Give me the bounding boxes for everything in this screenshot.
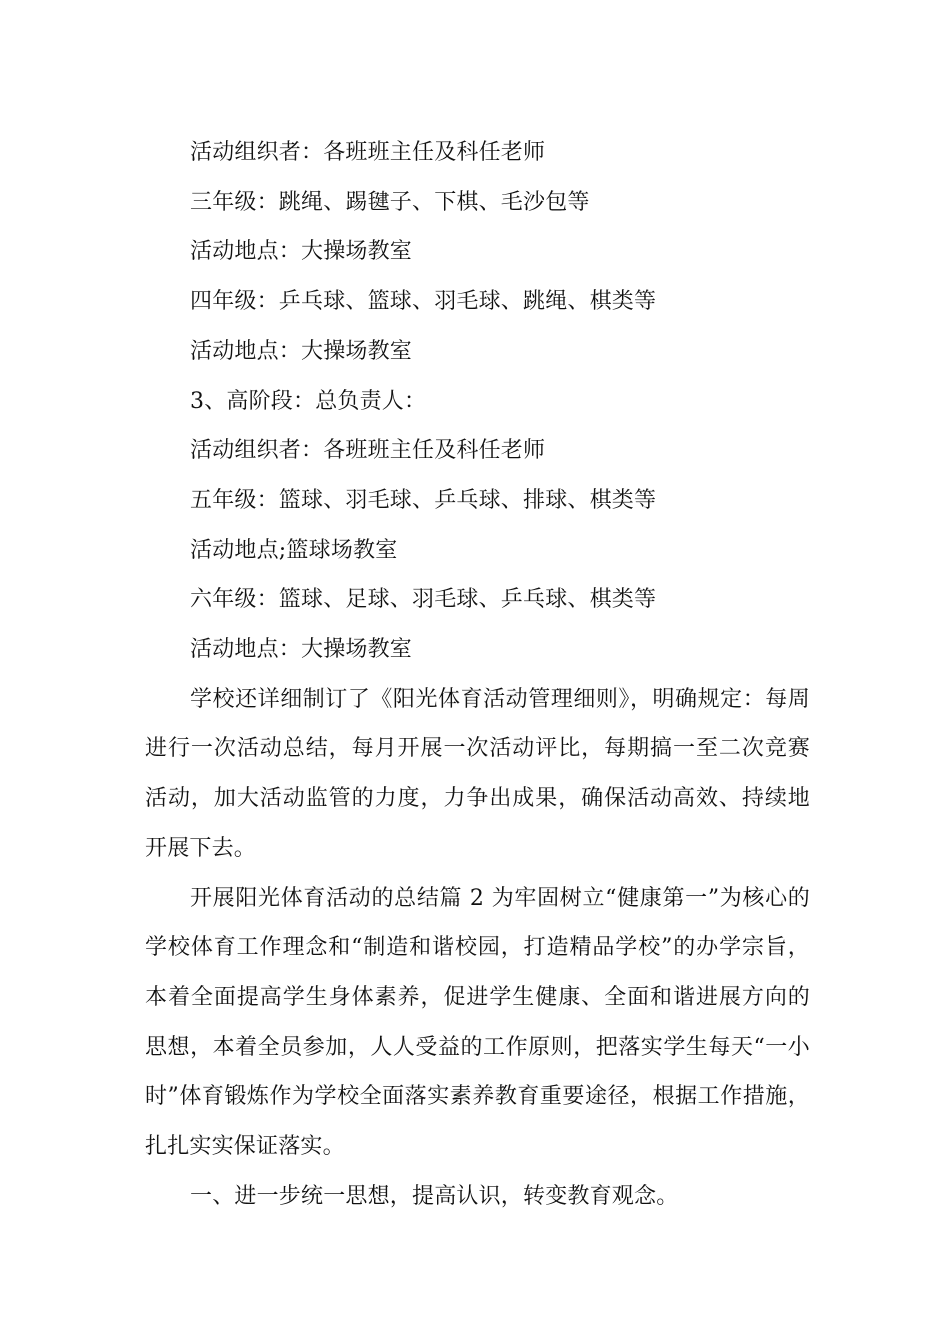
text-line: 活动地点;篮球场教室 (190, 537, 398, 563)
text-line: 活动地点：大操场教室 (190, 637, 413, 663)
paragraph-management-rules: 学校还详细制订了《阳光体育活动管理细则》，明确规定：每周进行一次活动总结，每月开展一次活动评比，每期搞一至二次竞赛活动，加大活动监管的力度，力争出成果，确保活动高效、持续地开展下去。 (145, 686, 810, 861)
text-line: 四年级：乒乓球、篮球、羽毛球、跳绳、棋类等 (190, 289, 657, 315)
text-line: 五年级：篮球、羽毛球、乒乓球、排球、棋类等 (190, 487, 657, 513)
text-line: 六年级：篮球、足球、羽毛球、乒乓球、棋类等 (190, 587, 657, 613)
text-line: 三年级：跳绳、踢毽子、下棋、毛沙包等 (190, 189, 590, 215)
text-line: 活动组织者：各班班主任及科任老师 (190, 438, 546, 464)
document-body (145, 128, 810, 1221)
text-line: 活动组织者：各班班主任及科任老师 (190, 140, 546, 165)
text-line: 3、高阶段：总负责人： (190, 388, 427, 414)
paragraph-summary-part2: 开展阳光体育活动的总结篇 2 为牢固树立“健康第一”为核心的学校体育工作理念和“制造和谐校园，打造精品学校”的办学宗旨，本着全面提高学生身体素养，促进学生健康、全面和谐进展方向的思想，本着全员参加，人人受益的工作原则，把落实学生每天“一小时”体育锻炼作为学校全面落实素养教育重要途径，根据工作措施，扎扎实实保证落实。 (145, 885, 810, 1160)
text-line: 活动地点：大操场教室 (190, 239, 413, 265)
text-line: 活动地点：大操场教室 (190, 338, 413, 364)
section-heading: 一、进一步统一思想，提高认识，转变教育观念。 (190, 1183, 679, 1209)
